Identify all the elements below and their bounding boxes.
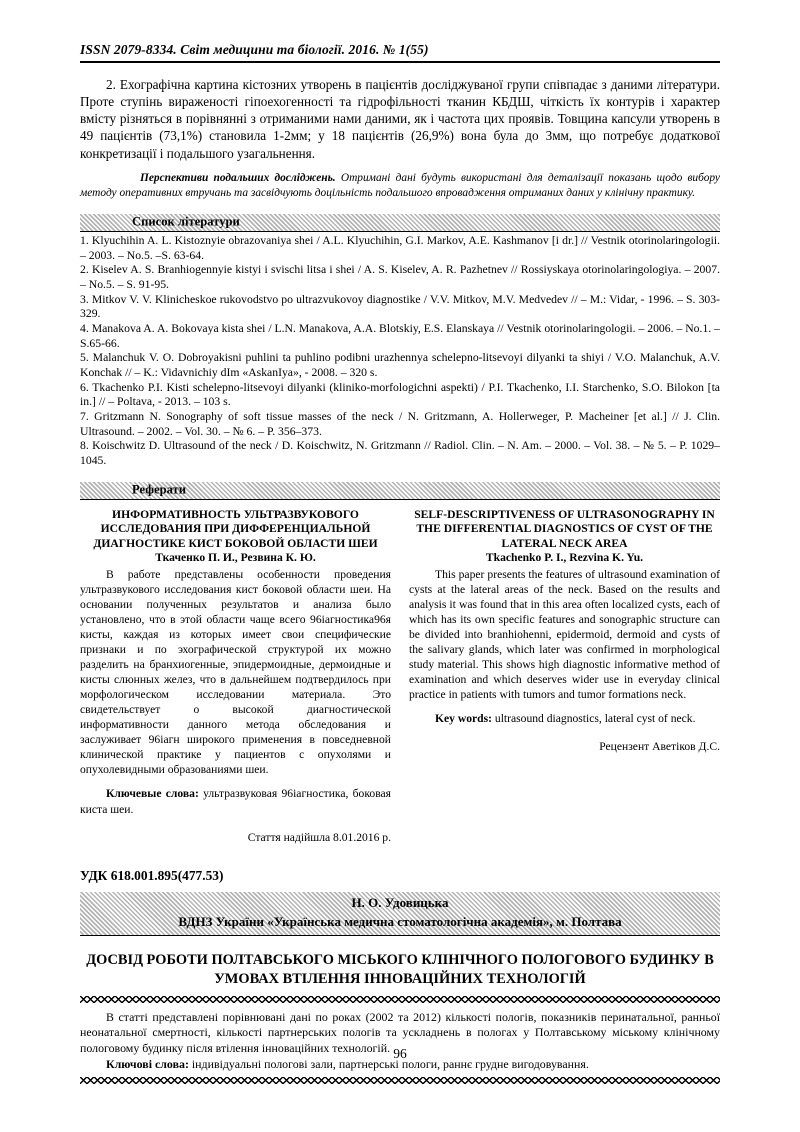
abstracts-section-label: Реферати xyxy=(132,482,186,497)
udc-code: УДК 618.001.895(477.53) xyxy=(80,867,224,883)
article2-keywords-label: Ключові слова: xyxy=(106,1056,189,1071)
zigzag-divider-top xyxy=(80,996,720,1003)
abstract-ru-authors: Ткаченко П. И., Резвина К. Ю. xyxy=(155,551,316,565)
abstract-en-keywords-label: Key words: xyxy=(435,712,492,726)
reference-item: 5. Malanchuk V. O. Dobroyakisni puhlini ta puhlino podibni urazhennya schelepno-litsevoyi dilyanki ta shiyi / V.O. Malanchuk, A.V. Konchak // – K.: Vidavnichiy dIm «AskanIya», - 2008. – 320 s. xyxy=(80,351,720,379)
zigzag-divider-bottom xyxy=(80,1077,720,1084)
abstract-en-keywords-text: ultrasound diagnostics, lateral cyst of neck. xyxy=(492,712,696,726)
abstract-ru-title: ИНФОРМАТИВНОСТЬ УЛЬТРАЗВУКОВОГО ИССЛЕДОВАНИЯ ПРИ ДИФФЕРЕНЦИАЛЬНОЙ ДИАГНОСТИКЕ КИСТ БОКОВОЙ ОБЛАСТИ ШЕИ xyxy=(93,507,378,550)
abstract-en-title: SELF-DESCRIPTIVENESS OF ULTRASONOGRAPHY IN THE DIFFERENTIAL DIAGNOSTICS OF CYST OF THE LATERAL NECK AREA xyxy=(414,507,715,550)
reference-item: 6. Tkachenko P.I. Kisti schelepno-litsevoyi dilyanki (kliniko-morfologichni aspekti) / P.I. Tkachenko, I.I. Starchenko, S.O. Bilokon [ta in.] // – Poltava, - 2013. – 103 s. xyxy=(80,380,720,409)
abstract-en-body: This paper presents the features of ultrasound examination of cysts at the lateral areas of the neck. Based on the results and analysis it was found that in this area often localized cysts, each of which has its own specific features and sonographic structure can be divided into branhiohenni, epidermoid, dermoid and cysts of the salivary glands, which later was confirmed in morphological study material. This shows high diagnostic informative method of examination and which deserves wider use in everyday clinical practice in patients with tumors and tumor formations neck. xyxy=(409,567,720,702)
perspectives-text: Отримані дані будуть використані для деталізації показань щодо вибору методу оперативних втручань та засвідчують доцільність подальшого впровадження отриманих даних у клінічну практику. xyxy=(80,171,720,199)
running-head: ISSN 2079-8334. Світ медицини та біології. 2016. № 1(55) xyxy=(80,42,429,57)
references-section-band xyxy=(80,214,720,232)
running-head-rule xyxy=(80,61,720,63)
reference-item: 2. Kiselev A. S. Branhiogennyie kistyi i svischi litsa i shei / A. S. Kiselev, A. R. Pazhetnev // Rossiyskaya otorinolaringologiya. – 2007. – No.5. – S. 91-95. xyxy=(80,263,720,291)
reference-item: 4. Manakova A. A. Bokovaya kista shei / L.N. Manakova, A.A. Blotskiy, E.S. Elanskaya // Vestnik otorinolaringologii. – 2006. – No.1. – S.65-66. xyxy=(80,321,720,350)
article2-author-band xyxy=(80,892,720,936)
abstracts-columns xyxy=(80,508,720,844)
abstract-ru-footer: Стаття надійшла 8.01.2016 р. xyxy=(247,830,391,844)
abstract-en-keywords xyxy=(409,711,720,726)
perspectives-paragraph xyxy=(80,171,720,201)
abstract-en-footer: Рецензент Аветіков Д.С. xyxy=(599,740,720,754)
abstract-ru-keywords-text: ультразвуковая 96iагностика, боковая киста шеи. xyxy=(80,787,391,816)
abstracts-section-band xyxy=(80,482,720,500)
abstract-en-authors: Tkachenko P. I., Rezvina K. Yu. xyxy=(485,551,644,565)
reference-item: 7. Gritzmann N. Sonography of soft tissue masses of the neck / N. Gritzmann, A. Hollerweger, P. Macheiner [et al.] // J. Clin. Ultrasound. – 2002. – Vol. 30. – № 6. – P. 356–373. xyxy=(80,409,720,438)
reference-item: 3. Mitkov V. V. Klinicheskoe rukovodstvo po ultrazvukovoy diagnostike / V.V. Mitkov, M.V. Medvedev // – M.: Vidar, - 1996. – S. 303-329. xyxy=(80,292,720,321)
reference-item: 8. Koischwitz D. Ultrasound of the neck / D. Koischwitz, N. Gritzmann // Radiol. Clin. – N. Am. – 2000. – Vol. 38. – № 5. – P. 1029–1045. xyxy=(80,439,720,467)
references-section-label: Список літератури xyxy=(132,214,240,229)
abstract-ru-keywords-label: Ключевые слова: xyxy=(106,787,199,801)
article2-affiliation: ВДНЗ України «Українська медична стоматологічна академія», м. Полтава xyxy=(178,914,622,930)
article2-keywords-text: індивідуальні пологові зали, партнерські пологи, раннє грудне вигодовування. xyxy=(188,1056,589,1071)
abstract-russian-column xyxy=(80,508,391,844)
reference-item: 1. Klyuchihin A. L. Kistoznyie obrazovaniya shei / A.L. Klyuchihin, G.I. Markov, A.E. Kashmanov [i dr.] // Vestnik otorinolaringologii. – 2003. – No.5. –S. 63-64. xyxy=(80,233,720,262)
article2-title: ДОСВІД РОБОТИ ПОЛТАВСЬКОГО МІСЬКОГО КЛІНІЧНОГО ПОЛОГОВОГО БУДИНКУ В УМОВАХ ВТІЛЕННЯ ІННОВАЦІЙНИХ ТЕХНОЛОГІЙ xyxy=(86,951,714,987)
abstract-ru-body: В работе представлены особенности проведения ультразвукового исследования кист боковой области шеи. На основании полученных результатов и анализа было установлено, что в этой области чаще всего 96iагностика96я кисты, каждая из которых имеет свои специфические признаки и по эхографической структурой их можно разделить на бранхиогенные, эпидермоидные, дермоидные и кисты слюнных желез, что в дальнейшем подтвердилось при морфологическом исследовании материала. Это свидетельствует о высокой диагностической информативности данного метода обследования и заслуживает 96iагн широкого применения в повседневной клинической практике у пациентов с опухолями и опухолевидными образованиями шеи. xyxy=(80,567,391,777)
body-paragraph-1: 2. Ехографічна картина кістозних утворень в пацієнтів досліджуваної групи співпадає з даними літератури. Проте ступінь вираженості гіпоехогенності та гідрофільності тканин КБДШ, чіткість їх контурів і характер вмісту різняться в порівнянні з отриманими нами даними, як і частота цих проявів. Товщина капсули утворень в 49 пацієнтів (73,1%) становила 1-2мм; у 18 пацієнтів (26,9%) вона була до 3мм, що потребує додаткової конкретизації і подальшого узагальнення. xyxy=(80,77,720,161)
abstract-english-column xyxy=(409,508,720,844)
body-text-block xyxy=(80,76,720,201)
references-list xyxy=(80,234,720,469)
perspectives-label: Перспективи подальших досліджень. xyxy=(140,171,336,184)
article2-abstract: В статті представлені порівнювані дані по роках (2002 та 2012) кількості пологів, показників перинатальної, ранньої неонатальної смертності, кількості партнерських пологів та ускладнень в пологах у Полтавському міському клінічному пологовому будинку після втілення інноваційних технологій. xyxy=(80,1009,720,1055)
abstract-ru-keywords xyxy=(80,786,391,816)
page-number: 96 xyxy=(393,1046,407,1061)
article2-author: Н. О. Удовицька xyxy=(351,895,449,911)
